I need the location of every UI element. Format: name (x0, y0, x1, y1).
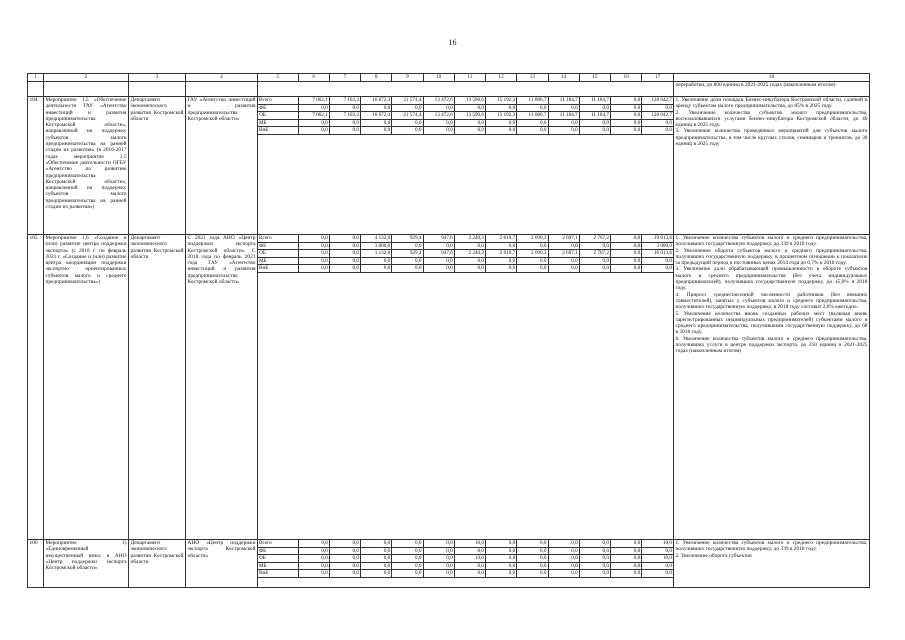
amount-cell: 11 086,7 (517, 97, 548, 104)
amount-cell: 2 697,1 (548, 235, 579, 242)
hdr-col-13: 13 (517, 74, 548, 81)
amount-cell: 0,0 (361, 562, 392, 570)
hdr-col-16: 16 (611, 74, 642, 81)
amount-cell: 0,0 (329, 265, 360, 273)
amount-cell: 0,0 (611, 242, 642, 250)
amount-cell: 0,0 (517, 127, 548, 135)
financing-table (258, 540, 673, 578)
amount-cell: 0,0 (486, 540, 517, 547)
amount-cell: 11 086,7 (517, 112, 548, 120)
source-label: ФБ (258, 104, 298, 112)
amount-cell: 10,0 (642, 540, 673, 547)
amount-cell: 0,0 (454, 265, 485, 273)
amount-cell: 0,0 (611, 547, 642, 555)
amount-cell: 0,0 (517, 104, 548, 112)
event-number: 104 (28, 97, 44, 235)
amount-cell: 0,0 (423, 242, 454, 250)
amount-cell: 11 184,7 (579, 97, 610, 104)
co-executor: ГАУ «Агентство инвестиций и развития предпринимательства Костромской области» (186, 97, 258, 235)
amount-cell: 0,0 (361, 570, 392, 578)
amount-cell: 0,0 (579, 562, 610, 570)
event-number: 105 (28, 235, 44, 540)
amount-cell: 0,0 (642, 570, 673, 578)
financing-source-row (258, 562, 673, 570)
event-row (28, 540, 870, 588)
expected-result: 1. Увеличение количества субъектов малого и среднего предпринимательства, получивших государственную поддержку, до 339 в 2018 году. 2. Увеличение оборота субъектов малого и среднего предпринимательства, получивших государственную поддержку, в процентном отношении к показателю за предыдущий период в постоянных ценах 2014 года до 6,7% к 2018 году. 3. Увеличение доли обрабатывающей промышленности в обороте субъектов малого и среднего предпринимательства (без учета индивидуальных предпринимателей), получивших государственную поддержку, до 15,0% в 2018 году. 4. Прирост среднесписочной численности работников (без внешних совместителей), занятых у субъектов малого и среднего предпринимательства, получивших государственную поддержку, в 2018 году составит 2,0% ежегодно. 5. Увеличение количества вновь созданных рабочих мест (включая вновь зарегистрированных индивидуальных предпринимателей) субъектами малого и среднего предпринимательства, получившими государственную поддержку, до 68 в 2018 году. 6. Увеличение количества субъектов малого и среднего предпринимательства, получивших услуги в центре поддержки экспорта, до 250 единиц в 2021-2025 годах (накопленным итогом) (674, 235, 870, 540)
financing-source-row (258, 235, 673, 242)
amount-cell: 0,0 (329, 540, 360, 547)
amount-cell: 0,0 (517, 562, 548, 570)
amount-cell: 0,0 (329, 242, 360, 250)
expected-result: 1. Увеличение количества субъектов малого и среднего предпринимательства, получивших государственную поддержку, до 339 в 2018 году. 2. Увеличение оборота субъектов (674, 540, 870, 588)
amount-cell: 0,0 (329, 250, 360, 258)
program-events-table (27, 73, 870, 588)
amount-cell: 947,6 (423, 235, 454, 242)
amount-cell: 15 192,3 (486, 97, 517, 104)
page-number: 16 (448, 38, 457, 47)
amount-cell: 0,0 (611, 540, 642, 547)
hdr-col-10: 10 (423, 74, 454, 81)
amount-cell: 0,0 (548, 257, 579, 265)
amount-cell: 0,0 (486, 555, 517, 563)
amount-cell: 0,0 (611, 265, 642, 273)
hdr-col-14: 14 (548, 74, 579, 81)
source-label: ВнБ (258, 127, 298, 135)
amount-cell: 0,0 (454, 119, 485, 127)
amount-cell: 0,0 (548, 127, 579, 135)
responsible-executor: Департамент экономического развития Костромской области (129, 540, 186, 588)
amount-cell: 0,0 (579, 257, 610, 265)
amount-cell: 0,0 (486, 257, 517, 265)
amount-cell: 0,0 (642, 265, 673, 273)
amount-cell: 0,0 (579, 127, 610, 135)
amount-cell: 0,0 (392, 104, 423, 112)
financing-source-row (258, 104, 673, 112)
amount-cell: 0,0 (423, 547, 454, 555)
amount-cell: 0,0 (611, 119, 642, 127)
amount-cell: 0,0 (392, 562, 423, 570)
source-label: ОБ (258, 555, 298, 563)
amount-cell: 947,6 (423, 250, 454, 258)
hdr-col-12: 12 (486, 74, 517, 81)
event-number: 106 (28, 540, 44, 588)
amount-cell: 0,0 (548, 547, 579, 555)
amount-cell: 0,0 (423, 104, 454, 112)
amount-cell: 0,0 (329, 555, 360, 563)
financing-source-row (258, 119, 673, 127)
amount-cell: 0,0 (298, 235, 329, 242)
amount-cell: 2 240,3 (454, 235, 485, 242)
amount-cell: 0,0 (423, 119, 454, 127)
amount-cell: 0,0 (642, 547, 673, 555)
amount-cell: 0,0 (642, 257, 673, 265)
amount-cell: 0,0 (361, 555, 392, 563)
financing-source-row (258, 257, 673, 265)
amount-cell: 0,0 (423, 257, 454, 265)
amount-cell: 0,0 (486, 119, 517, 127)
hdr-col-17: 17 (642, 74, 673, 81)
amount-cell: 0,0 (423, 540, 454, 547)
financing-source-row (258, 250, 673, 258)
amount-cell: 0,0 (298, 555, 329, 563)
amount-cell: 0,0 (423, 265, 454, 273)
amount-cell: 4 132,0 (361, 235, 392, 242)
amount-cell: 0,0 (392, 540, 423, 547)
amount-cell: 0,0 (611, 104, 642, 112)
amount-cell: 0,0 (486, 265, 517, 273)
hdr-cols-5-17 (258, 74, 674, 82)
amount-cell: 0,0 (423, 562, 454, 570)
hdr-col-8: 8 (361, 74, 392, 81)
amount-cell: 0,0 (329, 562, 360, 570)
amount-cell: 7 102,3 (329, 112, 360, 120)
amount-cell: 0,0 (548, 562, 579, 570)
event-row (28, 235, 870, 540)
amount-cell: 0,0 (579, 104, 610, 112)
amount-cell: 0,0 (298, 104, 329, 112)
amount-cell: 128 042,7 (642, 112, 673, 120)
source-label: МБ (258, 257, 298, 265)
amount-cell: 0,0 (392, 127, 423, 135)
amount-cell: 19 013,6 (642, 235, 673, 242)
co-executor: АНО «Центр поддержки экспорта Костромской области» (186, 540, 258, 588)
financing-source-row (258, 97, 673, 104)
amount-cell: 15 192,3 (486, 112, 517, 120)
amount-cell: 0,0 (579, 555, 610, 563)
amount-cell: 21 574,4 (392, 112, 423, 120)
amount-cell: 0,0 (486, 127, 517, 135)
amount-cell: 0,0 (329, 257, 360, 265)
amount-cell: 2 240,3 (454, 250, 485, 258)
source-label: Всего (258, 540, 298, 547)
amount-cell: 0,0 (329, 235, 360, 242)
amount-cell: 0,0 (454, 127, 485, 135)
continuation-row (28, 82, 870, 97)
hdr-col-3: 3 (129, 74, 186, 82)
financing-cell (258, 540, 674, 588)
amount-cell: 0,0 (361, 540, 392, 547)
amount-cell: 0,0 (579, 242, 610, 250)
amount-cell: 0,0 (392, 257, 423, 265)
amount-cell: 0,0 (642, 104, 673, 112)
financing-table (258, 235, 673, 273)
amount-cell: 0,0 (298, 547, 329, 555)
amount-cell: 0,0 (486, 562, 517, 570)
amount-cell: 0,0 (329, 547, 360, 555)
source-label: ФБ (258, 242, 298, 250)
amount-cell: 0,0 (486, 547, 517, 555)
amount-cell: 128 042,7 (642, 97, 673, 104)
event-description: Мероприятие 1) «Единовременный имущественный взнос в АНО «Центр поддержки экспорта Костромской области» (44, 540, 129, 588)
amount-cell: 0,0 (517, 555, 548, 563)
amount-cell: 0,0 (517, 257, 548, 265)
amount-cell: 10,0 (454, 555, 485, 563)
amount-cell: 0,0 (517, 242, 548, 250)
amount-cell: 0,0 (423, 555, 454, 563)
event-row (28, 97, 870, 235)
amount-cell: 0,0 (611, 250, 642, 258)
amount-cell: 0,0 (454, 570, 485, 578)
amount-cell: 0,0 (392, 265, 423, 273)
event-description: Мероприятие 1.6 «Создание и (или) развитие центра поддержки экспорта» (с 2018 г. по февраль 2021 г. «Создание и (или) развитие центра координации поддержки экспортно ориентированных субъектов малого и среднего предпринимательства») (44, 235, 129, 540)
responsible-executor: Департамент экономического развития Костромской области (129, 97, 186, 235)
amount-cell: 0,0 (329, 119, 360, 127)
financing-source-row (258, 242, 673, 250)
amount-cell: 0,0 (611, 257, 642, 265)
hdr-col-7: 7 (329, 74, 360, 81)
hdr-col-9: 9 (392, 74, 423, 81)
amount-cell: 3 000,0 (642, 242, 673, 250)
column-number-row (28, 74, 870, 82)
event-description: Мероприятие 1.5 «Обеспечение деятельности ГАУ «Агентство инвестиций и развития предпринимательства Костромской области», направленной на поддержку субъектов малого предпринимательства на ранней стадии их развития» (в 2016-2017 годах мероприятие 1.5 «Обеспечение деятельности ОГБУ «Агентство по развитию предпринимательства Костромской области», направленной на поддержку субъектов малого предпринимательства на ранней стадии их развития») (44, 97, 129, 235)
amount-cell: 11 184,7 (579, 112, 610, 120)
co-executor: С 2021 года АНО «Центр поддержки экспорта Костромской области». С 2018 года по февраль 2021 года ГАУ «Агентство инвестиций и развития предпринимательства Костромской области» (186, 235, 258, 540)
amount-cell: 0,0 (454, 257, 485, 265)
amount-cell: 10,0 (642, 555, 673, 563)
source-label: ОБ (258, 112, 298, 120)
source-label: ФБ (258, 547, 298, 555)
amount-cell: 7 062,1 (298, 97, 329, 104)
amount-cell: 0,0 (454, 242, 485, 250)
amount-cell: 0,0 (361, 257, 392, 265)
amount-cell: 0,0 (548, 119, 579, 127)
amount-cell: 0,0 (361, 104, 392, 112)
financing-source-row (258, 265, 673, 273)
financing-source-row (258, 555, 673, 563)
financing-table (258, 97, 673, 135)
amount-cell: 0,0 (611, 555, 642, 563)
amount-cell: 11 184,7 (548, 112, 579, 120)
hdr-col-2: 2 (44, 74, 129, 82)
amount-cell: 0,0 (298, 265, 329, 273)
amount-cell: 0,0 (454, 562, 485, 570)
continuation-text: переработки, до 800 единиц в 2021-2025 годах (накопленным итогом) (674, 82, 870, 97)
amount-cell: 7 102,3 (329, 97, 360, 104)
amount-cell: 13 590,6 (454, 97, 485, 104)
amount-cell: 0,0 (611, 235, 642, 242)
source-label: ОБ (258, 250, 298, 258)
amount-cell: 0,0 (611, 570, 642, 578)
financing-source-row (258, 570, 673, 578)
amount-cell: 0,0 (548, 555, 579, 563)
amount-cell: 0,0 (517, 540, 548, 547)
amount-cell: 3 000,0 (361, 242, 392, 250)
source-label: ВнБ (258, 265, 298, 273)
amount-cell: 0,0 (423, 570, 454, 578)
amount-cell: 16 672,3 (361, 112, 392, 120)
amount-cell: 0,0 (548, 242, 579, 250)
amount-cell: 0,0 (579, 547, 610, 555)
amount-cell: 16 672,3 (361, 97, 392, 104)
amount-cell: 0,0 (642, 127, 673, 135)
amount-cell: 0,0 (611, 97, 642, 104)
source-label: Всего (258, 97, 298, 104)
amount-cell: 0,0 (548, 104, 579, 112)
amount-cell: 0,0 (361, 547, 392, 555)
amount-cell: 13 472,6 (423, 112, 454, 120)
amount-cell: 0,0 (392, 570, 423, 578)
amount-cell: 2 697,1 (548, 250, 579, 258)
amount-cell: 0,0 (329, 127, 360, 135)
amount-cell: 0,0 (579, 540, 610, 547)
source-label: Всего (258, 235, 298, 242)
amount-cell: 0,0 (548, 265, 579, 273)
source-label: МБ (258, 119, 298, 127)
responsible-executor: Департамент экономического развития Костромской области (129, 235, 186, 540)
amount-cell: 0,0 (611, 112, 642, 120)
amount-cell: 0,0 (486, 570, 517, 578)
amount-cell: 0,0 (486, 242, 517, 250)
amount-cell: 0,0 (642, 562, 673, 570)
amount-cell: 2 767,2 (579, 235, 610, 242)
amount-cell: 0,0 (579, 265, 610, 273)
amount-cell: 0,0 (517, 119, 548, 127)
amount-cell: 0,0 (298, 242, 329, 250)
amount-cell: 0,0 (361, 119, 392, 127)
amount-cell: 2 619,7 (486, 235, 517, 242)
amount-cell: 0,0 (642, 119, 673, 127)
amount-cell: 0,0 (611, 562, 642, 570)
amount-cell: 0,0 (329, 104, 360, 112)
amount-cell: 2 690,3 (517, 235, 548, 242)
hdr-col-1: 1 (28, 74, 44, 82)
source-label: МБ (258, 562, 298, 570)
amount-cell: 0,0 (548, 570, 579, 578)
amount-cell: 0,0 (392, 242, 423, 250)
hdr-col-15: 15 (579, 74, 610, 81)
amount-cell: 10,0 (454, 540, 485, 547)
amount-cell: 0,0 (517, 547, 548, 555)
financing-source-row (258, 127, 673, 135)
hdr-col-11: 11 (454, 74, 485, 81)
amount-cell: 16 013,6 (642, 250, 673, 258)
amount-cell: 0,0 (392, 555, 423, 563)
amount-cell: 0,0 (298, 127, 329, 135)
amount-cell: 929,4 (392, 235, 423, 242)
amount-cell: 0,0 (548, 540, 579, 547)
financing-source-row (258, 540, 673, 547)
amount-cell: 13 590,6 (454, 112, 485, 120)
amount-cell: 13 472,6 (423, 97, 454, 104)
amount-cell: 0,0 (611, 127, 642, 135)
amount-cell: 1 132,0 (361, 250, 392, 258)
amount-cell: 0,0 (298, 562, 329, 570)
financing-source-row (258, 547, 673, 555)
amount-cell: 0,0 (298, 119, 329, 127)
amount-cell: 929,4 (392, 250, 423, 258)
amount-cell: 0,0 (517, 570, 548, 578)
amount-cell: 11 184,7 (548, 97, 579, 104)
amount-cell: 0,0 (298, 540, 329, 547)
amount-cell: 0,0 (579, 119, 610, 127)
financing-source-row (258, 112, 673, 120)
amount-cell: 0,0 (486, 104, 517, 112)
amount-cell: 2 767,2 (579, 250, 610, 258)
amount-cell: 0,0 (329, 570, 360, 578)
hdr-col-4: 4 (186, 74, 258, 82)
amount-cell: 0,0 (298, 570, 329, 578)
amount-cell: 0,0 (454, 104, 485, 112)
amount-cell: 0,0 (579, 570, 610, 578)
amount-cell: 0,0 (423, 127, 454, 135)
hdr-col-18: 18 (674, 74, 870, 82)
amount-cell: 0,0 (298, 257, 329, 265)
amount-cell: 0,0 (392, 119, 423, 127)
expected-result: 1. Увеличение доли площади Бизнес-инкубатора Костромской области, сданной в аренду субъектам малого предпринимательства, до 85% в 2025 году. 2. Увеличение количества субъектов малого предпринимательства, воспользовавшихся услугами Бизнес-инкубатора Костромской области, до 40 единиц в 2025 году. 3. Увеличение количества проведенных мероприятий для субъектов малого предпринимательства, в том числе круглых столов, семинаров и тренингов, до 30 единиц в 2025 году (674, 97, 870, 235)
amount-cell: 0,0 (298, 250, 329, 258)
amount-cell: 0,0 (454, 547, 485, 555)
amount-cell: 0,0 (361, 127, 392, 135)
hdr-col-5: 5 (276, 74, 280, 80)
source-label: ВнБ (258, 570, 298, 578)
amount-cell: 0,0 (361, 265, 392, 273)
hdr-col-6: 6 (298, 74, 329, 81)
financing-cell (258, 235, 674, 540)
amount-cell: 21 574,4 (392, 97, 423, 104)
financing-cell (258, 97, 674, 235)
amount-cell: 0,0 (517, 265, 548, 273)
amount-cell: 2 619,7 (486, 250, 517, 258)
amount-cell: 7 062,1 (298, 112, 329, 120)
amount-cell: 0,0 (392, 547, 423, 555)
amount-cell: 2 690,3 (517, 250, 548, 258)
